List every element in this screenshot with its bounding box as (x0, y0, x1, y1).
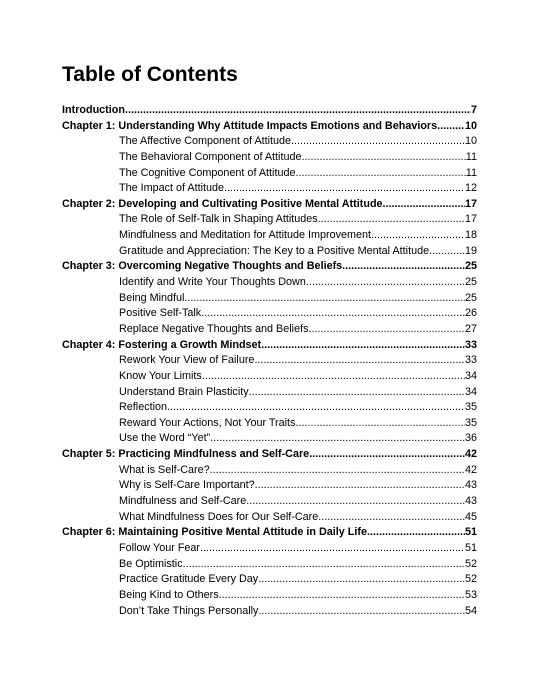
toc-entry-title: Understand Brain Plasticity (119, 385, 249, 398)
toc-page-number: 11 (465, 166, 477, 179)
toc-section-entry[interactable] (62, 572, 477, 588)
toc-entry-title: Being Kind to Others (119, 588, 219, 601)
toc-page-number: 10 (464, 135, 477, 148)
toc-section-entry[interactable] (62, 385, 477, 401)
toc-chapter-entry[interactable] (62, 259, 477, 275)
dot-leader (295, 416, 465, 432)
dot-leader (184, 291, 465, 307)
toc-page-number: 25 (464, 260, 477, 273)
dot-leader (308, 322, 465, 338)
toc-entry-title: Why is Self-Care Important? (119, 479, 255, 492)
toc-section-entry[interactable] (62, 275, 477, 291)
toc-section-entry[interactable] (62, 604, 477, 620)
toc-page-number: 17 (464, 213, 477, 226)
toc-entry-title: Chapter 1: Understanding Why Attitude Impacts Emotions and Behaviors (62, 119, 438, 132)
toc-section-entry[interactable] (62, 541, 477, 557)
dot-leader (167, 400, 465, 416)
toc-entry-title: Mindfulness and Self-Care (119, 495, 247, 508)
toc-list (62, 103, 477, 619)
toc-section-entry[interactable] (62, 494, 477, 510)
dot-leader (306, 275, 465, 291)
toc-section-entry[interactable] (62, 291, 477, 307)
toc-page-number: 35 (464, 416, 477, 429)
toc-entry-title: What is Self-Care? (119, 463, 210, 476)
toc-entry-title: The Cognitive Component of Attitude (119, 166, 296, 179)
toc-entry-title: What Mindfulness Does for Our Self-Care (119, 510, 319, 523)
dot-leader (254, 353, 465, 369)
toc-entry-title: Don’t Take Things Personally (119, 604, 259, 617)
toc-entry-title: Reward Your Actions, Not Your Traits (119, 416, 296, 429)
toc-section-entry[interactable] (62, 369, 477, 385)
toc-page-number: 35 (464, 401, 477, 414)
toc-section-entry[interactable] (62, 322, 477, 338)
toc-section-entry[interactable] (62, 463, 477, 479)
toc-section-entry[interactable] (62, 353, 477, 369)
toc-chapter-entry[interactable] (62, 103, 477, 119)
dot-leader (200, 541, 465, 557)
dot-leader (367, 525, 465, 541)
toc-chapter-entry[interactable] (62, 338, 477, 354)
toc-chapter-entry[interactable] (62, 525, 477, 541)
toc-entry-title: Chapter 5: Practicing Mindfulness and Self-Care (62, 448, 310, 461)
toc-section-entry[interactable] (62, 400, 477, 416)
toc-page-number: 34 (464, 385, 477, 398)
dot-leader (125, 103, 471, 119)
toc-page-number: 33 (464, 354, 477, 367)
toc-section-entry[interactable] (62, 150, 477, 166)
toc-section-entry[interactable] (62, 228, 477, 244)
toc-entry-title: Practice Gratitude Every Day (119, 573, 259, 586)
toc-entry-title: Chapter 4: Fostering a Growth Mindset (62, 338, 262, 351)
toc-entry-title: The Role of Self-Talk in Shaping Attitudes (119, 213, 318, 226)
toc-entry-title: Chapter 6: Maintaining Positive Mental Attitude in Daily Life (62, 526, 367, 539)
toc-page-number: 52 (464, 557, 477, 570)
toc-section-entry[interactable] (62, 181, 477, 197)
toc-page-number: 10 (464, 119, 477, 132)
toc-entry-title: The Behavioral Component of Attitude (119, 150, 302, 163)
toc-entry-title: Follow Your Fear (119, 541, 201, 554)
toc-entry-title: Introduction (62, 104, 125, 116)
toc-page-number: 34 (464, 369, 477, 382)
toc-page-number: 45 (464, 510, 477, 523)
toc-page-number: 18 (464, 229, 477, 242)
toc-page-number: 36 (464, 432, 477, 445)
dot-leader (258, 572, 465, 588)
dot-leader (201, 306, 465, 322)
dot-leader (371, 228, 465, 244)
dot-leader (342, 259, 465, 275)
toc-page-number: 25 (464, 291, 477, 304)
toc-section-entry[interactable] (62, 557, 477, 573)
toc-entry-title: Reflection (119, 401, 168, 414)
toc-section-entry[interactable] (62, 416, 477, 432)
toc-page-number: 7 (470, 104, 477, 116)
toc-entry-title: Be Optimistic (119, 557, 183, 570)
toc-entry-title: Chapter 3: Overcoming Negative Thoughts and Beliefs (62, 260, 343, 273)
dot-leader (246, 494, 465, 510)
toc-page-number: 17 (464, 197, 477, 210)
toc-page-number: 25 (464, 276, 477, 289)
toc-chapter-entry[interactable] (62, 447, 477, 463)
dot-leader (437, 119, 465, 135)
toc-entry-title: Identify and Write Your Thoughts Down (119, 276, 306, 289)
toc-entry-title: Replace Negative Thoughts and Beliefs (119, 322, 309, 335)
dot-leader (210, 463, 465, 479)
toc-entry-title: The Affective Component of Attitude (119, 135, 292, 148)
toc-section-entry[interactable] (62, 588, 477, 604)
toc-entry-title: Use the Word “Yet” (119, 432, 211, 445)
toc-entry-title: Positive Self-Talk (119, 307, 202, 320)
toc-page-number: 26 (464, 307, 477, 320)
toc-entry-title: Gratitude and Appreciation: The Key to a Positive Mental Attitude (119, 244, 430, 257)
dot-leader (309, 447, 465, 463)
toc-entry-title: Know Your Limits (119, 369, 202, 382)
dot-leader (318, 212, 465, 228)
toc-section-entry[interactable] (62, 212, 477, 228)
toc-page-number: 33 (464, 338, 477, 351)
toc-entry-title: Mindfulness and Meditation for Attitude Improvement (119, 229, 372, 242)
dot-leader (219, 588, 465, 604)
dot-leader (258, 604, 465, 620)
toc-section-entry[interactable] (62, 306, 477, 322)
toc-page-number: 54 (464, 604, 477, 617)
dot-leader (291, 134, 465, 150)
toc-page-number: 43 (464, 495, 477, 508)
dot-leader (249, 385, 465, 401)
dot-leader (429, 244, 465, 260)
toc-page-number: 53 (464, 588, 477, 601)
dot-leader (383, 197, 465, 213)
dot-leader (295, 166, 465, 182)
dot-leader (301, 150, 465, 166)
dot-leader (255, 478, 465, 494)
toc-chapter-entry[interactable] (62, 197, 477, 213)
toc-page-number: 42 (464, 448, 477, 461)
toc-page-number: 43 (464, 479, 477, 492)
toc-page-number: 27 (464, 322, 477, 335)
toc-section-entry[interactable] (62, 134, 477, 150)
dot-leader (183, 557, 465, 573)
toc-section-entry[interactable] (62, 431, 477, 447)
toc-page-number: 52 (464, 573, 477, 586)
dot-leader (224, 181, 465, 197)
toc-page-number: 51 (464, 541, 477, 554)
dot-leader (318, 510, 465, 526)
dot-leader (261, 338, 465, 354)
toc-entry-title: Rework Your View of Failure (119, 354, 255, 367)
toc-chapter-entry[interactable] (62, 119, 477, 135)
toc-page-number: 51 (464, 526, 477, 539)
toc-entry-title: Being Mindful (119, 291, 185, 304)
toc-section-entry[interactable] (62, 244, 477, 260)
toc-section-entry[interactable] (62, 478, 477, 494)
page-title: Table of Contents (62, 63, 238, 86)
toc-entry-title: The Impact of Attitude (119, 182, 225, 195)
toc-page-number: 12 (464, 182, 477, 195)
toc-page-number: 11 (465, 150, 477, 163)
toc-page-number: 19 (464, 244, 477, 257)
dot-leader (210, 431, 465, 447)
toc-page-number: 42 (464, 463, 477, 476)
dot-leader (202, 369, 465, 385)
toc-section-entry[interactable] (62, 510, 477, 526)
toc-entry-title: Chapter 2: Developing and Cultivating Positive Mental Attitude (62, 197, 383, 210)
toc-section-entry[interactable] (62, 166, 477, 182)
